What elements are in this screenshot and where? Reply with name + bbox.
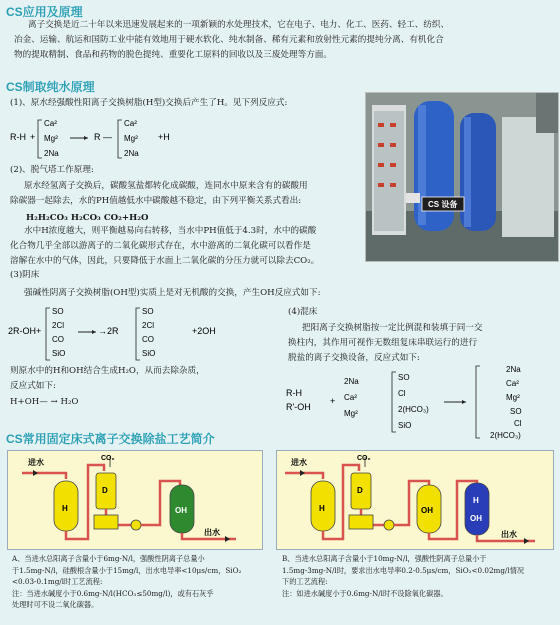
tank-label: H: [62, 504, 68, 513]
inlet-pipe: [285, 473, 323, 479]
eq-term: +H: [158, 132, 170, 142]
eq-term: R-H: [286, 388, 302, 398]
note-line: 下的工艺流程:: [282, 577, 328, 586]
eq-term: 2R-OH+: [8, 326, 42, 336]
tank-label: OH: [175, 506, 187, 515]
inlet-pipe: [22, 473, 66, 479]
tank-label: D: [102, 486, 108, 495]
notes-a: [12, 553, 262, 611]
eq-ion: Ca²: [124, 119, 137, 128]
note-line: 处理时可不设二氧化碳器。: [12, 600, 99, 609]
para-line: 换柱内，其作用可视作无数组复床串联运行的进行: [288, 338, 478, 348]
step1-text: (1)、原水经强酸性阳离子交换树脂(H型)交换后产生了H。见下列反应式:: [10, 98, 288, 108]
eq-ion: SiO: [142, 349, 156, 358]
eq-ion: 2Na: [506, 365, 521, 374]
reaction-equation-1: [8, 112, 248, 162]
step3-line: 强碱性阴离子交换树脂(OH型)实质上是对无机酸的交换，产生OH反应式如下:: [24, 288, 321, 298]
equilibrium-equation: H₂H₂CO₃ H₂CO₃ CO₂+H₂O: [26, 213, 149, 223]
step2-more: [10, 224, 365, 269]
para-line: 化合物几乎全部以游离子的二氧化碳形式存在，水中游离的二氧化碳可以看作是: [10, 241, 311, 251]
para-line: 除碳器一起除去，水的PH值越低水中碳酸越不稳定，由下列平衡关系式看出:: [10, 196, 302, 206]
eq-ion: 2Na: [44, 149, 59, 158]
eq-ion: SO: [398, 373, 410, 382]
eq-term: +: [330, 396, 336, 406]
note-line: 于1.5mg-N/l，硅酸根含量小于15mg/l，出水电导率<10μs/cm，SiO₂: [12, 565, 242, 575]
pump-icon: [131, 520, 141, 530]
co2-label: CO₂: [101, 455, 115, 462]
eq-ion: 2Cl: [52, 321, 65, 330]
eq-term: +: [30, 132, 36, 142]
process-flow-a: [8, 451, 262, 549]
tank-mixed: [465, 483, 489, 535]
note-line: <0.03-0.1mg/l时工艺流程:: [12, 577, 103, 586]
process-flow-b: [277, 451, 553, 549]
eq-ion: 2Na: [124, 149, 139, 158]
eq-ion: Mg²: [44, 134, 58, 143]
eq-ion: Ca²: [344, 393, 357, 402]
eq-ion: Cl: [398, 389, 406, 398]
eq-ion: SiO: [52, 349, 66, 358]
step3-after: [10, 364, 205, 394]
pump-icon: [384, 520, 394, 530]
step3-text: (3)阴床: [10, 270, 40, 280]
note-line: 注：当进水碱度小于0.6mg-N/l(HCO₃≤50mg/l)，或有石灰乎: [12, 588, 214, 598]
eq-ion: Ca²: [44, 119, 57, 128]
eq-ion: 2(HCO₃): [490, 431, 521, 440]
equipment-label: CS 设备: [428, 200, 458, 209]
process-diagram-a: [7, 450, 263, 550]
equipment-photo: [365, 92, 559, 262]
tank-label: H: [473, 496, 479, 505]
note-line: B、当进水总阳离子含量小于10mg-N/l，强酸性阴离子总量小于: [282, 554, 487, 563]
para-line: 则原水中的H和OH结合生成H₂O，从而去除杂质，: [10, 366, 205, 376]
eq-term: +2OH: [192, 326, 216, 336]
eq-term: R —: [94, 132, 112, 142]
inlet-label: 进水: [291, 458, 307, 467]
intro-line: 物的提取精制、食品和药物的脱色提纯、重要化工原料的回收以及三废处理等方面。: [14, 50, 332, 60]
note-line: 1.5mg-3mg-N/l时，要求出水电导率0.2-0.5μs/cm，SiO₂<0.02mg/l情况: [282, 565, 525, 575]
para-line: 脱盐的离子交换设备，反应式如下:: [288, 353, 420, 363]
note-line: A、当进水总阳离子含量小于6mg-N/l，强酸性阴离子总量小: [12, 554, 205, 563]
eq-ion: CO: [52, 335, 64, 344]
tank-label: D: [357, 486, 363, 495]
eq-ion: SO: [510, 407, 522, 416]
water-box: [349, 515, 373, 529]
section-title-process: CS常用固定床式离子交换除盐工艺简介: [6, 432, 215, 446]
para-line: 原水经氢离子交换后，碳酸氢盐都转化成碳酸，连同水中原来含有的碳酸用: [24, 181, 308, 191]
water-box: [94, 515, 118, 529]
para-line: 水中H浓度越大，则平衡越易向右转移，当水中PH值低于4.3时，水中的碳酸: [24, 226, 317, 236]
outlet-label: 出水: [501, 530, 517, 539]
eq-ion: CO: [142, 335, 154, 344]
step2-paragraph: [10, 179, 365, 209]
section-title-applications: CS应用及原理: [6, 5, 83, 19]
co2-label: CO₂: [357, 455, 371, 462]
intro-line: 冶金、运输、航运和国防工业中能有效地用于硬水软化、纯水制备、稀有元素和放射性元素的提纯分离、有机化合: [14, 35, 444, 45]
eq-ion: Mg²: [344, 409, 358, 418]
eq-ion: Mg²: [124, 134, 138, 143]
eq-term: R-H: [10, 132, 26, 142]
step4-paragraph: [288, 321, 558, 366]
tank-label: OH: [470, 514, 482, 523]
eq-term: R'-OH: [286, 402, 311, 412]
water-equation: H+OH— → H₂O: [10, 397, 79, 407]
eq-ion: SO: [142, 307, 154, 316]
para-line: 溶解在水中的气体，因此，只要降低于水面上二氧化碳的分压力就可以除去CO₂。: [10, 256, 320, 266]
para-line: 把阳离子交换树脂按一定比例混和装填于同一交: [302, 323, 483, 333]
eq-ion: 2(HCO₃): [398, 405, 429, 414]
intro-paragraph: [14, 18, 554, 63]
step4-text: (4)混床: [288, 307, 318, 317]
tank-label: OH: [421, 506, 433, 515]
notes-b: [282, 553, 554, 599]
eq-ion: Mg²: [506, 393, 520, 402]
eq-ion: Ca²: [506, 379, 519, 388]
intro-line: 离子交换是近二十年以来迅速发展起来的一项新颖的水处理技术，它在电子、电力、化工、医药、轻工、纺织、: [28, 20, 450, 30]
eq-ion: 2Cl: [142, 321, 155, 330]
eq-ion: SiO: [398, 421, 412, 430]
inlet-label: 进水: [28, 458, 44, 467]
reaction-equation-3: [6, 302, 266, 362]
eq-term: →2R: [98, 326, 119, 336]
eq-ion: Cl: [514, 419, 522, 428]
tank-label: H: [319, 504, 325, 513]
section-title-principle: CS制取纯水原理: [6, 80, 95, 94]
reaction-equation-5: [284, 362, 556, 440]
outlet-label: 出水: [204, 528, 220, 537]
eq-ion: 2Na: [344, 377, 359, 386]
step2-text: (2)、脱气塔工作原理:: [10, 165, 94, 175]
eq-ion: SO: [52, 307, 64, 316]
para-line: 反应式如下:: [10, 381, 56, 391]
equipment-illustration: [366, 93, 558, 261]
process-diagram-b: [276, 450, 554, 550]
note-line: 注：如进水碱度小于0.6mg-N/l时不设除氧化碳器。: [282, 588, 448, 598]
